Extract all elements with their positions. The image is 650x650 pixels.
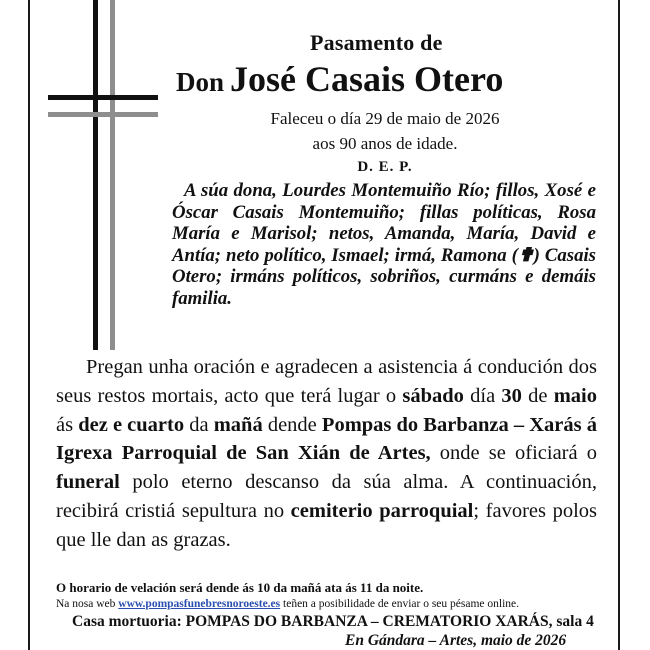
family-text-2: ) Casais Otero; irmáns políticos, sobriños, curmáns e demáis familia. — [172, 244, 596, 309]
left-border-line — [28, 0, 30, 650]
deceased-cross-icon: ✟ — [517, 244, 534, 266]
prayer-text-3: de — [521, 384, 554, 407]
announcement-heading: Pasamento de — [310, 30, 443, 55]
place-date-line: En Gándara – Artes, maio de 2026 — [345, 632, 567, 649]
prayer-text-8: polo eterno descanso da súa alma. A continuación, recibirá cristiá sepultura no — [56, 471, 597, 522]
web-condolence-note — [56, 598, 601, 610]
cross-horizontal-grey — [48, 112, 158, 117]
wake-hours-note: O horario de velación será dende ás 10 da mañá ata ás 11 da noite. — [56, 580, 424, 595]
prayer-text-6: dende — [262, 413, 322, 436]
web-text-after: teñen a posibilidade de enviar o seu pésame online. — [280, 598, 520, 610]
right-border-line — [618, 0, 620, 650]
prayer-text-4: ás — [56, 413, 79, 436]
funeral-time: dez e cuarto — [78, 413, 185, 436]
cemetery-name: cemiterio parroquial — [290, 499, 474, 522]
funeral-service: funeral — [56, 471, 120, 494]
deceased-name — [176, 58, 596, 100]
prayer-text-2: día — [463, 384, 502, 407]
funeral-daypart: mañá — [213, 413, 263, 436]
prayer-text-1: Pregan unha oración e agradecen a asistencia á condución dos seus restos mortais, acto que terá lugar o — [56, 356, 597, 407]
family-text-1: A súa dona, Lourdes Montemuiño Río; fillos, Xosé e Óscar Casais Montemuiño; fillas políticas, Rosa María e Marisol; netos, Amanda, María, David e Antía; neto político, Ismael; irmá, Ramona ( — [172, 180, 596, 266]
age-line: aos 90 anos de idade. — [312, 134, 458, 153]
funeral-route: Pompas do Barbanza – Xarás á Igrexa Parroquial de San Xián de Artes, — [56, 413, 598, 465]
funeral-month: maio — [553, 384, 597, 407]
funeral-date-number: 30 — [501, 384, 522, 407]
prayer-text-9: ; favores polos que lle dan as grazas. — [56, 499, 597, 551]
web-text-before: Na nosa web — [56, 598, 119, 610]
website-link[interactable]: www.pompasfunebresnoroeste.es — [118, 598, 281, 610]
funeral-home-line: Casa mortuoria: POMPAS DO BARBANZA – CREMATORIO XARÁS, sala 4 — [72, 613, 594, 630]
funeral-announcement-paragraph — [56, 353, 597, 555]
name-main: José Casais Otero — [230, 59, 504, 99]
death-date-line: Faleceu o día 29 de maio de 2026 — [270, 109, 500, 128]
prayer-text-5: da — [184, 413, 214, 436]
name-prefix: Don — [176, 67, 225, 97]
family-list — [172, 180, 596, 310]
funeral-day: sábado — [402, 384, 464, 407]
rip-line: D. E. P. — [357, 159, 413, 175]
cross-horizontal-dark — [48, 95, 158, 100]
cross-vertical-grey — [110, 0, 115, 350]
cross-vertical-dark — [93, 0, 98, 350]
prayer-text-7: onde se oficiará o — [430, 442, 597, 465]
